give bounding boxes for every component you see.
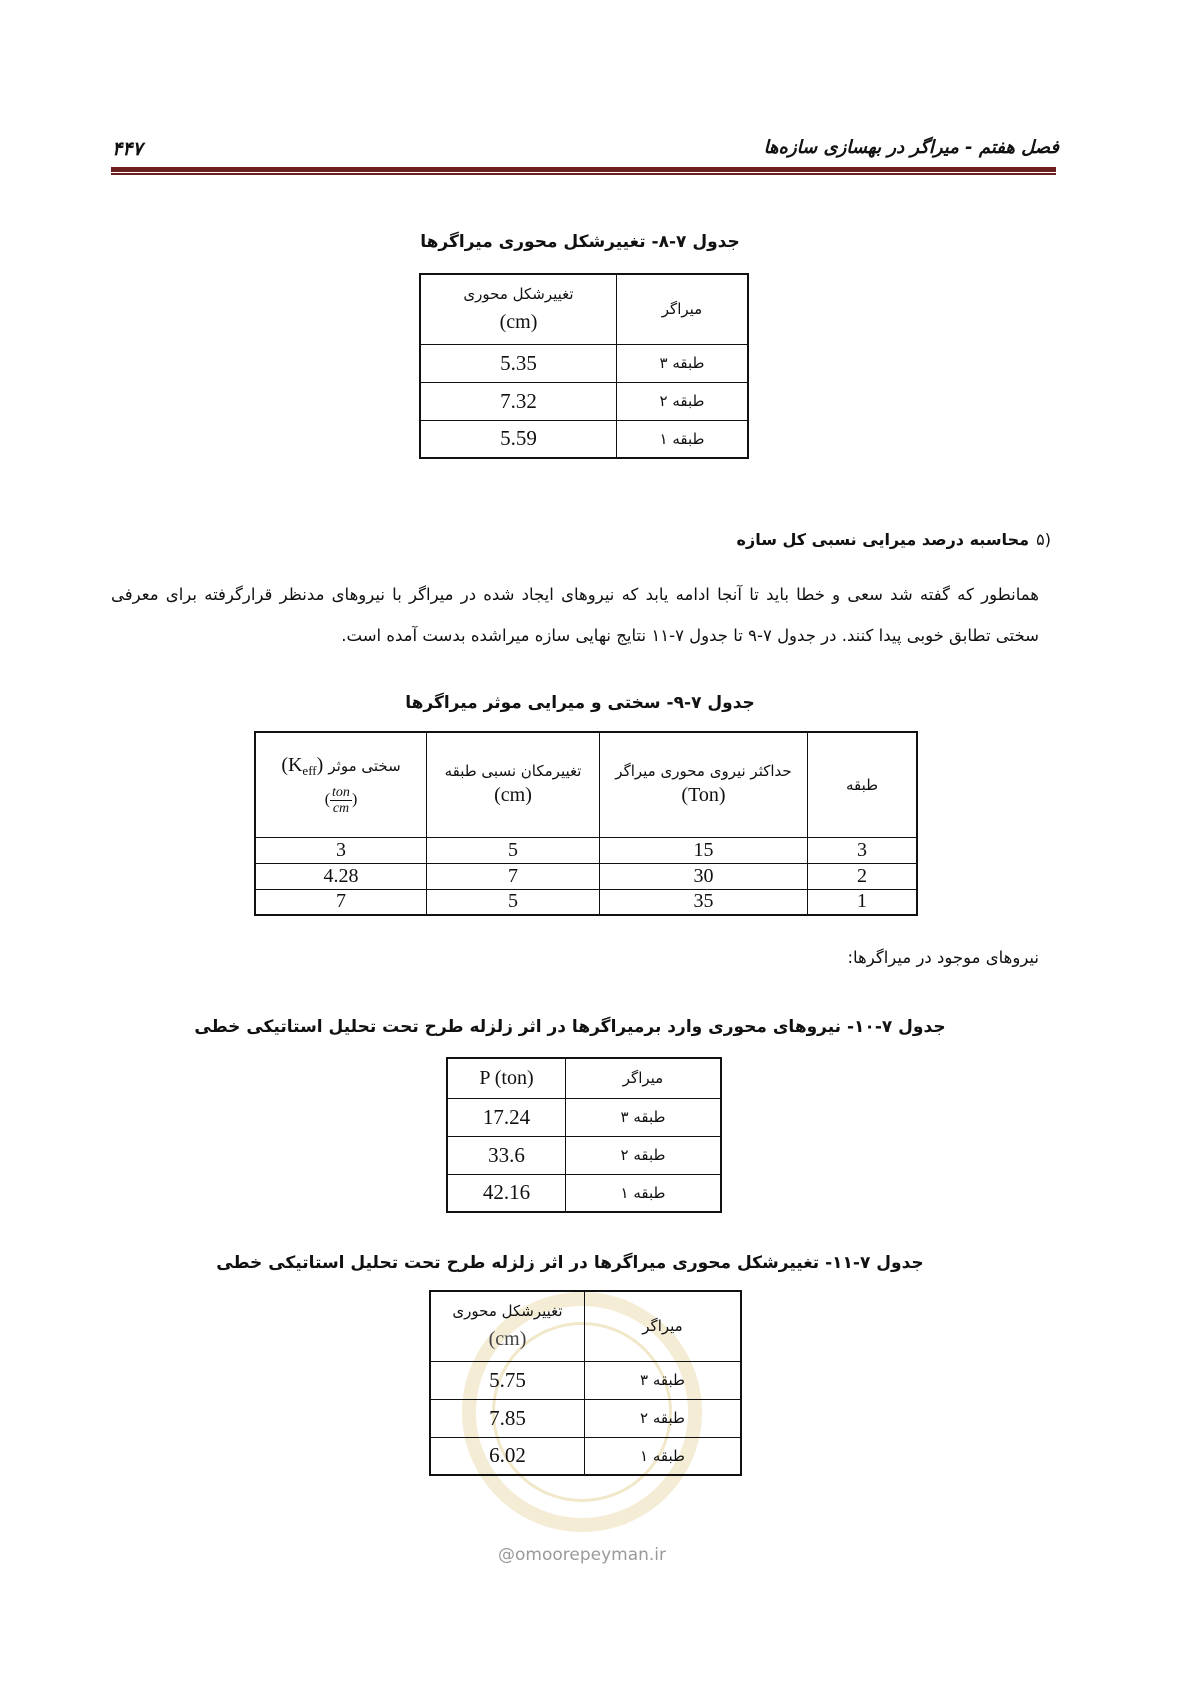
table-row [430, 1399, 741, 1437]
table11-header-deformation [430, 1291, 585, 1361]
chapter-title: فصل هفتم - میراگر در بهسازی سازه‌ها [763, 137, 1059, 158]
table8-value: 7.32 [420, 382, 617, 420]
table8-header-damper: میراگر [617, 274, 749, 344]
table11 [429, 1290, 742, 1476]
table11-value: 6.02 [430, 1437, 585, 1475]
table9-drift-unit: (cm) [494, 784, 532, 807]
table-row [420, 344, 748, 382]
table11-label: طبقه ۳ [585, 1361, 742, 1399]
keff-symbol: (K [281, 753, 303, 776]
table9-drift: 5 [427, 837, 600, 863]
table8-label: طبقه ۲ [617, 382, 749, 420]
table9-header-floor: طبقه [808, 732, 918, 837]
table9 [254, 731, 918, 916]
table-row [420, 420, 748, 458]
table8-value: 5.35 [420, 344, 617, 382]
table-row [430, 1437, 741, 1475]
section-number: ۵) [1036, 530, 1051, 549]
table11-label: طبقه ۲ [585, 1399, 742, 1437]
table9-keff: 4.28 [255, 863, 427, 889]
keff-subscript: eff [302, 762, 317, 778]
table9-force: 35 [600, 889, 808, 915]
table9-drift: 7 [427, 863, 600, 889]
table9-keff: 7 [255, 889, 427, 915]
table8-label: طبقه ۳ [617, 344, 749, 382]
section-heading: محاسبه درصد میرایی نسبی کل سازه [736, 530, 1029, 549]
table8-label: طبقه ۱ [617, 420, 749, 458]
table10-label: طبقه ۲ [566, 1136, 722, 1174]
table-row [255, 837, 917, 863]
table-row [255, 889, 917, 915]
table10-header-damper: میراگر [566, 1058, 722, 1098]
table9-caption: جدول ۷-۹- سختی و میرایی موثر میراگرها [405, 693, 755, 713]
table-row [447, 1174, 721, 1212]
table8 [419, 273, 749, 459]
table11-label: طبقه ۱ [585, 1437, 742, 1475]
keff-unit-fraction [330, 785, 352, 816]
keff-unit-num: ton [332, 784, 350, 800]
table9-force-label: حداکثر نیروی محوری میراگر [615, 762, 792, 781]
header-rule-thin [111, 173, 1056, 175]
table-row [420, 382, 748, 420]
table9-header-force [600, 732, 808, 837]
watermark-text: @omoorepeyman.ir [498, 1545, 667, 1565]
table-row [430, 1361, 741, 1399]
table11-caption: جدول ۷-۱۱- تغییرشکل محوری میراگرها در اثر زلزله طرح تحت تحلیل استاتیکی خطی [216, 1253, 924, 1273]
table9-force: 30 [600, 863, 808, 889]
table10-caption: جدول ۷-۱۰- نیروهای محوری وارد برمیراگرها در اثر زلزله طرح تحت تحلیل استاتیکی خطی [194, 1017, 946, 1037]
table9-floor: 1 [808, 889, 918, 915]
forces-label: نیروهای موجود در میراگرها: [847, 948, 1039, 967]
table9-drift-label: تغییرمکان نسبی طبقه [444, 762, 582, 781]
table-row [447, 1098, 721, 1136]
table9-force: 15 [600, 837, 808, 863]
table10-value: 17.24 [447, 1098, 566, 1136]
table9-drift: 5 [427, 889, 600, 915]
table8-caption: جدول ۷-۸- تغییرشکل محوری میراگرها [420, 232, 740, 252]
keff-unit-den: cm [332, 800, 350, 816]
section-paragraph: همانطور که گفته شد سعی و خطا باید تا آنجا ادامه یابد که نیروهای ایجاد شده در میراگر با نیروهای مدنظر قرارگرفته برای معرفی سختی تطابق خوبی پیدا کنند. در جدول ۷-۹ تا جدول ۷-۱۱ نتایج نهایی سازه میراشده بدست آمده است. [111, 585, 1039, 645]
table9-keff: 3 [255, 837, 427, 863]
table10-label: طبقه ۱ [566, 1174, 722, 1212]
page-number: ۴۴۷ [112, 138, 143, 160]
table11-value: 7.85 [430, 1399, 585, 1437]
table9-header-keff: $(K_{eff})$ سختی موثر ( $\frac{\text{ton}}{cm}$ ) [255, 732, 427, 837]
table8-header-def-label: تغییرشکل محوری [463, 284, 574, 303]
table11-header-def-unit: (cm) [488, 1327, 527, 1350]
header-rule-thick [111, 167, 1056, 172]
table8-value: 5.59 [420, 420, 617, 458]
table10 [446, 1057, 722, 1213]
table9-floor: 2 [808, 863, 918, 889]
keff-label: سختی موثر [328, 756, 401, 775]
table9-force-unit: (Ton) [681, 784, 726, 807]
table11-value: 5.75 [430, 1361, 585, 1399]
table8-header-def-unit: (cm) [499, 310, 538, 333]
keff-close: ) [316, 753, 324, 776]
table11-header-damper: میراگر [585, 1291, 742, 1361]
table11-header-def-label: تغییرشکل محوری [452, 1301, 563, 1320]
table10-label: طبقه ۳ [566, 1098, 722, 1136]
table10-header-force: P (ton) [447, 1058, 566, 1098]
table10-value: 42.16 [447, 1174, 566, 1212]
table9-floor: 3 [808, 837, 918, 863]
table-row [255, 863, 917, 889]
table10-value: 33.6 [447, 1136, 566, 1174]
table-row [447, 1136, 721, 1174]
table8-header-deformation [420, 274, 617, 344]
table9-header-drift [427, 732, 600, 837]
